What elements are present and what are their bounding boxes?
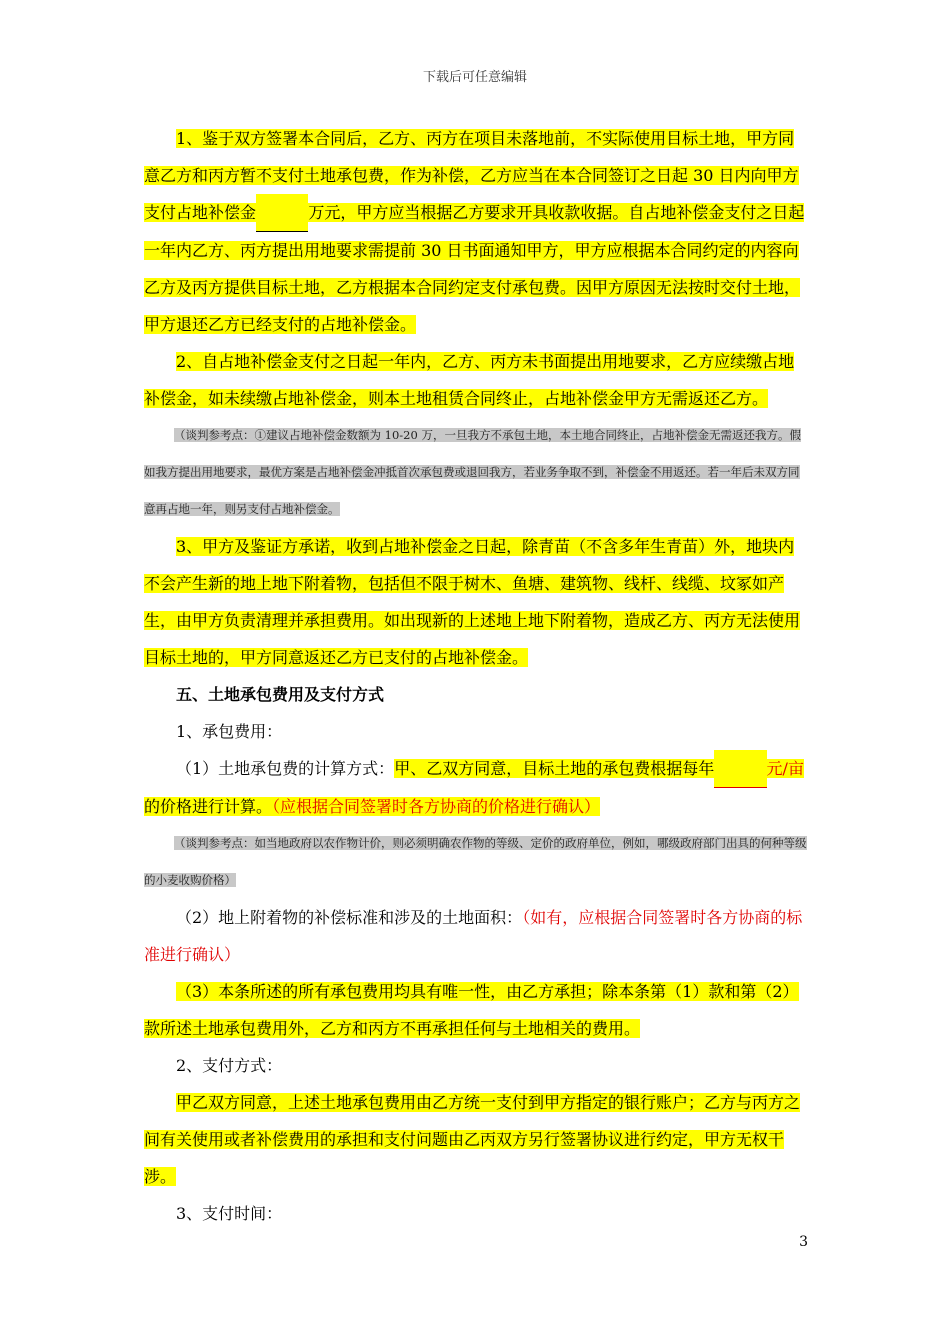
page-header: 下载后可任意编辑 xyxy=(422,70,527,85)
amount-blank xyxy=(256,194,308,232)
subsection-2-title: 2、支付方式： xyxy=(176,1056,283,1075)
fee-calculation-label: （1）土地承包费的计算方式： xyxy=(176,759,395,778)
fee-calculation-note: （应根据合同签署时各方协商的价格进行确认） xyxy=(272,797,601,816)
fee-uniqueness xyxy=(144,973,808,1047)
page-number: 3 xyxy=(799,1234,808,1250)
subsection-1-title: 1、承包费用： xyxy=(176,722,283,741)
attachment-compensation-label: （2）地上附着物的补偿标准和涉及的土地面积： xyxy=(176,908,523,927)
document-body xyxy=(144,120,808,1232)
negotiation-note-2-text: （谈判参考点：如当地政府以农作物计价，则必须明确农作物的等级、定价的政府单位，例如，哪级政府部门出具的何种等级的小麦收购价格） xyxy=(144,836,807,887)
subsection-3-title: 3、支付时间： xyxy=(176,1204,283,1223)
attachment-compensation xyxy=(144,899,808,973)
clause-2 xyxy=(144,343,808,417)
fee-unit: 元/亩 xyxy=(766,759,804,778)
clause-1-text-a: 1、鉴于双方签署本合同后，乙方、丙方在项目未落地前，不实际使用目标土地，甲方同意乙方和丙方暂不支付土地承包费，作为补偿，乙方应当在本合同签订之日起 30 日内向甲方支付占地补偿金 xyxy=(144,129,799,222)
negotiation-note-1-text: （谈判参考点：①建议占地补偿金数额为 10-20 万，一旦我方不承包土地，本土地合同终止，占地补偿金无需返还我方。假如我方提出用地要求，最优方案是占地补偿金冲抵首次承包费或退回我方，若业务争取不到，补偿金不用返还。若一年后未双方同意再占地一年，则另支付占地补偿金。 xyxy=(144,428,801,516)
negotiation-note-2 xyxy=(144,825,808,899)
fee-calculation xyxy=(144,750,808,825)
clause-2-text: 2、自占地补偿金支付之日起一年内，乙方、丙方未书面提出用地要求，乙方应续缴占地补偿金，如未续缴占地补偿金，则本土地租赁合同终止，占地补偿金甲方无需返还乙方。 xyxy=(144,352,795,408)
fee-calculation-text-b: 的价格进行计算。 xyxy=(144,797,273,816)
fee-uniqueness-text: （3）本条所述的所有承包费用均具有唯一性，由乙方承担；除本条第（1）款和第（2）款所述土地承包费用外，乙方和丙方不再承担任何与土地相关的费用。 xyxy=(144,982,799,1038)
attachment-compensation-note: （如有，应根据合同签署时各方协商的标准进行确认） xyxy=(144,908,803,964)
clause-1-text-b: 万元，甲方应当根据乙方要求开具收款收据。自占地补偿金支付之日起一年内乙方、丙方提出用地要求需提前 30 日书面通知甲方，甲方应根据本合同约定的内容向乙方及丙方提供目标土地，乙方根据本合同约定支付承包费。因甲方原因无法按时交付土地，甲方退还乙方已经支付的占地补偿金。 xyxy=(144,203,805,334)
fee-blank xyxy=(714,750,766,788)
clause-3-text: 3、甲方及鉴证方承诺，收到占地补偿金之日起，除青苗（不含多年生青苗）外，地块内不会产生新的地上地下附着物，包括但不限于树木、鱼塘、建筑物、线杆、线缆、坟冢如产生，由甲方负责清理并承担费用。如出现新的上述地上地下附着物，造成乙方、丙方无法使用目标土地的，甲方同意返还乙方已支付的占地补偿金。 xyxy=(144,537,801,667)
clause-3 xyxy=(144,528,808,676)
section-5-heading: 五、土地承包费用及支付方式 xyxy=(176,685,385,704)
negotiation-note-1 xyxy=(144,417,808,528)
payment-method xyxy=(144,1084,808,1195)
fee-calculation-text: 甲、乙双方同意，目标土地的承包费根据每年 xyxy=(394,759,715,778)
clause-1 xyxy=(144,120,808,343)
payment-method-text: 甲乙双方同意，上述土地承包费用由乙方统一支付到甲方指定的银行账户；乙方与丙方之间有关使用或者补偿费用的承担和支付问题由乙丙双方另行签署协议进行约定，甲方无权干涉。 xyxy=(144,1093,801,1186)
